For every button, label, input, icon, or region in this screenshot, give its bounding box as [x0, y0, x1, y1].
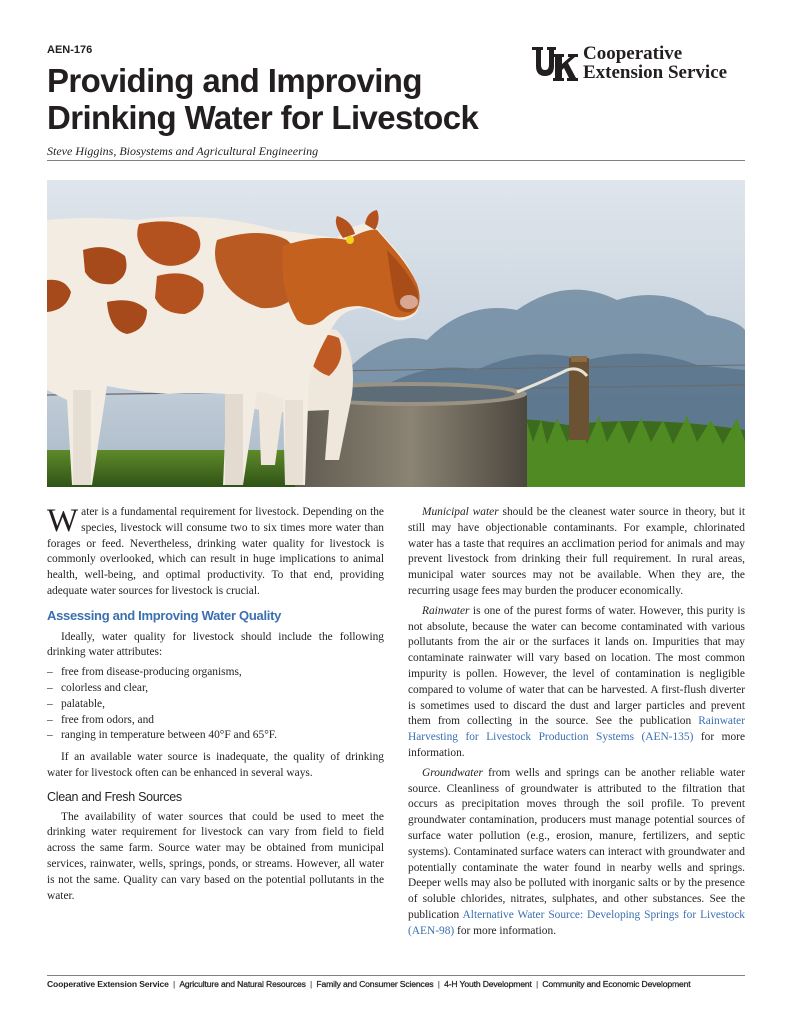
document-id: AEN-176	[47, 44, 93, 56]
municipal-term: Municipal water	[422, 506, 499, 518]
footer-separator: |	[437, 979, 440, 989]
rainwater-text: is one of the purest forms of water. However, this purity is not absolute, because the water can become contaminated with various pollutants from the air or the surfaces it lands on. Impurities that may contaminate rainwater will vary based on location. The most common impurity is pollen. However, the level of contamination is negligible compared to volume of water that can be harvested. A first-flush diverter is sometimes used to discard the dust and larger particles and prevent them from collecting in the source. See the publication	[408, 604, 745, 728]
enhancement-paragraph: If an available water source is inadequate, the quality of drinking water for livestock often can be enhanced in several ways.	[47, 751, 384, 779]
title-line-1: Providing and Improving	[47, 62, 422, 99]
logo-wordmark	[583, 44, 727, 82]
sources-paragraph: The availability of water sources that could be used to meet the drinking water requirement for livestock can vary from field to field across the same farm. Source water may be obtained from municipal services, rainwater, wells, springs, ponds, or streams. However, all water is not the same. Quality can vary based on the potential pollutants in the water.	[47, 810, 384, 902]
title-line-2: Drinking Water for Livestock	[47, 99, 479, 136]
drop-cap: W	[47, 503, 79, 539]
rainwater-paragraph	[408, 604, 745, 762]
footer-bar	[47, 979, 747, 989]
list-item: – free from odors, and	[47, 713, 384, 729]
right-column	[408, 505, 745, 944]
page-title	[47, 62, 567, 136]
groundwater-text: from wells and springs can be another reliable water source. Cleanliness of groundwater is attributed to the filtration that occurs as precipitation moves through the soil profile. To prevent groundwater contamination, producers must manage potential sources of surface water pollution (e.g., erosion, manure, fertilizers, and septic systems). Contaminated surface waters can interact with groundwater and potentially contaminate the water found in nearby wells and springs. Deeper wells may also be polluted with inorganic salts or by the presence of soluble chlorides, nitrates, sulphates, and other substances. See the publication	[408, 766, 745, 921]
logo-line-2: Extension Service	[583, 62, 728, 83]
list-item: – free from disease-producing organisms,	[47, 665, 384, 681]
footer-item-ced: Community and Economic Development	[542, 979, 691, 989]
intro-text: ater is a fundamental requirement for livestock. Depending on the species, livestock will consume two to six times more water than forages or feed. Nevertheless, drinking water quality for livestock is commonly overlooked, which can result in huge implications to animal health, well-being, and optimal productivity. To that end, providing adequate water sources for livestock is crucial.	[47, 506, 384, 597]
attribute-list	[47, 665, 384, 744]
groundwater-after: for more information.	[454, 924, 557, 937]
springs-publication-link[interactable]: Alternative Water Source: Developing Springs for Livestock (AEN-98)	[408, 908, 745, 937]
uk-extension-logo	[531, 44, 751, 86]
rainwater-publication-link[interactable]: Rainwater Harvesting for Livestock Production Systems (AEN-135)	[408, 715, 745, 744]
footer-separator: |	[535, 979, 539, 989]
author-line: Steve Higgins, Biosystems and Agricultural Engineering	[47, 144, 319, 158]
list-item: – ranging in temperature between 40°F and 65°F.	[47, 728, 384, 744]
section-heading-clean-sources: Clean and Fresh Sources	[47, 789, 182, 804]
footer-item-4h: 4-H Youth Development	[444, 979, 532, 989]
header-divider	[47, 160, 745, 161]
groundwater-term: Groundwater	[422, 766, 483, 779]
municipal-text: should be the cleanest water source in theory, but it still may have objectionable contaminants. For example, chlorinated water has a taste that requires an acclimation period for animals and may prevent livestock from drinking their full requirement. In rural areas, municipal water sources may not be available. When they are, the recurring usage fees may burden the producer economically.	[408, 506, 745, 597]
uk-logo-icon	[531, 44, 579, 82]
section-heading-water-quality: Assessing and Improving Water Quality	[47, 607, 282, 623]
intro-paragraph	[47, 505, 384, 600]
left-column	[47, 505, 384, 908]
footer-item-fcs: Family and Consumer Sciences	[316, 979, 434, 989]
footer-primary: Cooperative Extension Service	[47, 979, 169, 989]
rainwater-term: Rainwater	[422, 604, 470, 617]
photo-illustration	[47, 180, 745, 487]
logo-line-1: Cooperative	[583, 43, 683, 64]
municipal-paragraph	[408, 505, 745, 600]
footer-separator: |	[310, 979, 313, 989]
footer-divider	[47, 975, 745, 976]
footer-separator: |	[173, 979, 176, 989]
rainwater-after: for more information.	[408, 731, 745, 759]
footer-item-anr: Agriculture and Natural Resources	[179, 979, 306, 989]
attributes-intro: Ideally, water quality for livestock should include the following drinking water attributes:	[47, 630, 384, 659]
list-item: – palatable,	[47, 697, 384, 713]
cow-drinking-photo	[47, 180, 745, 487]
list-item: – colorless and clear,	[47, 681, 384, 697]
groundwater-paragraph	[408, 766, 745, 940]
